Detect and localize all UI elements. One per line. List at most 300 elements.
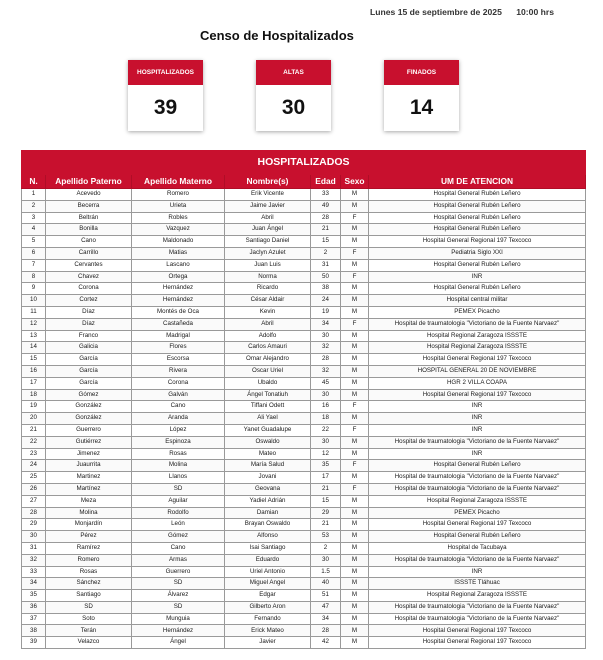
maternal-surname-cell: SD bbox=[132, 601, 225, 613]
age-cell: 30 bbox=[311, 389, 341, 401]
paternal-surname-cell: González bbox=[46, 413, 132, 425]
age-cell: 19 bbox=[311, 306, 341, 318]
row-number-cell: 17 bbox=[22, 377, 46, 389]
row-number-cell: 22 bbox=[22, 436, 46, 448]
table-row bbox=[22, 318, 586, 330]
row-number-cell: 31 bbox=[22, 542, 46, 554]
names-cell: Javier bbox=[225, 637, 311, 649]
maternal-surname-cell: Llanos bbox=[132, 472, 225, 484]
paternal-surname-cell: Sánchez bbox=[46, 578, 132, 590]
maternal-surname-cell: Vazquez bbox=[132, 224, 225, 236]
row-number-cell: 38 bbox=[22, 625, 46, 637]
deceased-label: FINADOS bbox=[384, 60, 459, 85]
age-cell: 28 bbox=[311, 354, 341, 366]
care-unit-cell: Hospital General Rubén Leñero bbox=[369, 259, 586, 271]
names-cell: Fernando bbox=[225, 613, 311, 625]
col-age: Edad bbox=[311, 175, 341, 189]
names-cell: Adolfo bbox=[225, 330, 311, 342]
discharges-count: 30 bbox=[281, 96, 306, 119]
sex-cell: F bbox=[341, 424, 369, 436]
row-number-cell: 18 bbox=[22, 389, 46, 401]
table-row bbox=[22, 507, 586, 519]
row-number-cell: 14 bbox=[22, 342, 46, 354]
sex-cell: M bbox=[341, 519, 369, 531]
col-number: N. bbox=[22, 175, 46, 189]
maternal-surname-cell: Hernández bbox=[132, 295, 225, 307]
sex-cell: F bbox=[341, 401, 369, 413]
table-row bbox=[22, 389, 586, 401]
sex-cell: M bbox=[341, 259, 369, 271]
col-names: Nombre(s) bbox=[225, 175, 311, 189]
table-row bbox=[22, 637, 586, 649]
age-cell: 22 bbox=[311, 424, 341, 436]
col-care-unit: UM DE ATENCION bbox=[369, 175, 586, 189]
names-cell: Eduardo bbox=[225, 554, 311, 566]
table-row bbox=[22, 200, 586, 212]
age-cell: 17 bbox=[311, 472, 341, 484]
names-cell: Ricardo bbox=[225, 283, 311, 295]
paternal-surname-cell: Corona bbox=[46, 283, 132, 295]
sex-cell: F bbox=[341, 483, 369, 495]
paternal-surname-cell: Juaurrita bbox=[46, 460, 132, 472]
age-cell: 30 bbox=[311, 554, 341, 566]
care-unit-cell: PEMEX Picacho bbox=[369, 306, 586, 318]
row-number-cell: 4 bbox=[22, 224, 46, 236]
age-cell: 29 bbox=[311, 507, 341, 519]
paternal-surname-cell: Díaz bbox=[46, 318, 132, 330]
names-cell: Kevin bbox=[225, 306, 311, 318]
paternal-surname-cell: García bbox=[46, 365, 132, 377]
care-unit-cell: HOSPITAL GENERAL 20 DE NOVIEMBRE bbox=[369, 365, 586, 377]
row-number-cell: 1 bbox=[22, 189, 46, 201]
age-cell: 28 bbox=[311, 212, 341, 224]
paternal-surname-cell: Cano bbox=[46, 236, 132, 248]
care-unit-cell: Hospital de Tacubaya bbox=[369, 542, 586, 554]
table-banner bbox=[22, 151, 586, 175]
names-cell: Alfonso bbox=[225, 531, 311, 543]
row-number-cell: 35 bbox=[22, 590, 46, 602]
paternal-surname-cell: Molina bbox=[46, 507, 132, 519]
table-row bbox=[22, 283, 586, 295]
care-unit-cell: INR bbox=[369, 401, 586, 413]
sex-cell: M bbox=[341, 436, 369, 448]
care-unit-cell: ISSSTE Tláhuac bbox=[369, 578, 586, 590]
age-cell: 18 bbox=[311, 413, 341, 425]
sex-cell: M bbox=[341, 531, 369, 543]
census-table bbox=[21, 150, 586, 649]
maternal-surname-cell: Montés de Oca bbox=[132, 306, 225, 318]
care-unit-cell: Hospital General Rubén Leñero bbox=[369, 189, 586, 201]
row-number-cell: 29 bbox=[22, 519, 46, 531]
paternal-surname-cell: Velazco bbox=[46, 637, 132, 649]
sex-cell: M bbox=[341, 306, 369, 318]
row-number-cell: 27 bbox=[22, 495, 46, 507]
row-number-cell: 36 bbox=[22, 601, 46, 613]
care-unit-cell: Pediatria Siglo XXI bbox=[369, 247, 586, 259]
row-number-cell: 15 bbox=[22, 354, 46, 366]
maternal-surname-cell: Hernández bbox=[132, 625, 225, 637]
names-cell: Jaime Javier bbox=[225, 200, 311, 212]
names-cell: María Salud bbox=[225, 460, 311, 472]
age-cell: 49 bbox=[311, 200, 341, 212]
table-row bbox=[22, 424, 586, 436]
sex-cell: M bbox=[341, 554, 369, 566]
maternal-surname-cell: Cano bbox=[132, 542, 225, 554]
care-unit-cell: INR bbox=[369, 566, 586, 578]
maternal-surname-cell: Lascano bbox=[132, 259, 225, 271]
age-cell: 33 bbox=[311, 189, 341, 201]
table-row bbox=[22, 401, 586, 413]
maternal-surname-cell: López bbox=[132, 424, 225, 436]
paternal-surname-cell: Beltrán bbox=[46, 212, 132, 224]
sex-cell: M bbox=[341, 200, 369, 212]
maternal-surname-cell: Molina bbox=[132, 460, 225, 472]
sex-cell: M bbox=[341, 613, 369, 625]
table-row bbox=[22, 495, 586, 507]
names-cell: Santiago Daniel bbox=[225, 236, 311, 248]
sex-cell: M bbox=[341, 507, 369, 519]
care-unit-cell: Hospital central militar bbox=[369, 295, 586, 307]
maternal-surname-cell: Armas bbox=[132, 554, 225, 566]
paternal-surname-cell: Meza bbox=[46, 495, 132, 507]
table-row bbox=[22, 542, 586, 554]
names-cell: Damian bbox=[225, 507, 311, 519]
names-cell: Norma bbox=[225, 271, 311, 283]
table-row bbox=[22, 189, 586, 201]
paternal-surname-cell: Acevedo bbox=[46, 189, 132, 201]
row-number-cell: 26 bbox=[22, 483, 46, 495]
sex-cell: F bbox=[341, 271, 369, 283]
paternal-surname-cell: Rosas bbox=[46, 566, 132, 578]
maternal-surname-cell: Cano bbox=[132, 401, 225, 413]
table-row bbox=[22, 625, 586, 637]
sex-cell: M bbox=[341, 566, 369, 578]
maternal-surname-cell: Rosas bbox=[132, 448, 225, 460]
names-cell: Ali Yael bbox=[225, 413, 311, 425]
care-unit-cell: Hospital General Rubén Leñero bbox=[369, 283, 586, 295]
table-row bbox=[22, 613, 586, 625]
table-row bbox=[22, 354, 586, 366]
paternal-surname-cell: Galicia bbox=[46, 342, 132, 354]
care-unit-cell: Hospital General Rubén Leñero bbox=[369, 531, 586, 543]
care-unit-cell: Hospital de traumatologia "Victoriano de la Fuente Narvaez" bbox=[369, 436, 586, 448]
row-number-cell: 25 bbox=[22, 472, 46, 484]
table-row bbox=[22, 236, 586, 248]
names-cell: Erick Mateo bbox=[225, 625, 311, 637]
age-cell: 35 bbox=[311, 460, 341, 472]
paternal-surname-cell: Gutiérrez bbox=[46, 436, 132, 448]
care-unit-cell: Hospital General Regional 197 Texcoco bbox=[369, 236, 586, 248]
sex-cell: M bbox=[341, 389, 369, 401]
row-number-cell: 34 bbox=[22, 578, 46, 590]
names-cell: Uriel Antonio bbox=[225, 566, 311, 578]
care-unit-cell: Hospital de traumatologia "Victoriano de la Fuente Narvaez" bbox=[369, 613, 586, 625]
names-cell: Jaclyn Azulet bbox=[225, 247, 311, 259]
age-cell: 21 bbox=[311, 519, 341, 531]
care-unit-cell: INR bbox=[369, 271, 586, 283]
names-cell: Tiffani Odett bbox=[225, 401, 311, 413]
sex-cell: M bbox=[341, 295, 369, 307]
row-number-cell: 37 bbox=[22, 613, 46, 625]
paternal-surname-cell: Cortez bbox=[46, 295, 132, 307]
table-row bbox=[22, 259, 586, 271]
row-number-cell: 7 bbox=[22, 259, 46, 271]
sex-cell: F bbox=[341, 247, 369, 259]
maternal-surname-cell: Castañeda bbox=[132, 318, 225, 330]
table-row bbox=[22, 342, 586, 354]
sex-cell: F bbox=[341, 212, 369, 224]
care-unit-cell: Hospital General Rubén Leñero bbox=[369, 200, 586, 212]
paternal-surname-cell: Gómez bbox=[46, 389, 132, 401]
paternal-surname-cell: Carrillo bbox=[46, 247, 132, 259]
care-unit-cell: Hospital Regional Zaragoza ISSSTE bbox=[369, 590, 586, 602]
care-unit-cell: Hospital General Regional 197 Texcoco bbox=[369, 354, 586, 366]
age-cell: 12 bbox=[311, 448, 341, 460]
maternal-surname-cell: Urieta bbox=[132, 200, 225, 212]
age-cell: 21 bbox=[311, 483, 341, 495]
table-row bbox=[22, 460, 586, 472]
sex-cell: M bbox=[341, 236, 369, 248]
age-cell: 28 bbox=[311, 625, 341, 637]
care-unit-cell: HGR 2 VILLA COAPA bbox=[369, 377, 586, 389]
age-cell: 40 bbox=[311, 578, 341, 590]
row-number-cell: 24 bbox=[22, 460, 46, 472]
maternal-surname-cell: Guerrero bbox=[132, 566, 225, 578]
maternal-surname-cell: Romero bbox=[132, 189, 225, 201]
row-number-cell: 6 bbox=[22, 247, 46, 259]
care-unit-cell: INR bbox=[369, 413, 586, 425]
maternal-surname-cell: Galván bbox=[132, 389, 225, 401]
care-unit-cell: Hospital General Regional 197 Texcoco bbox=[369, 519, 586, 531]
paternal-surname-cell: Bonilla bbox=[46, 224, 132, 236]
sex-cell: M bbox=[341, 354, 369, 366]
age-cell: 31 bbox=[311, 259, 341, 271]
paternal-surname-cell: Romero bbox=[46, 554, 132, 566]
row-number-cell: 39 bbox=[22, 637, 46, 649]
hospitalized-count: 39 bbox=[153, 96, 178, 119]
maternal-surname-cell: Robles bbox=[132, 212, 225, 224]
maternal-surname-cell: Espinoza bbox=[132, 436, 225, 448]
sex-cell: M bbox=[341, 189, 369, 201]
paternal-surname-cell: Cervantes bbox=[46, 259, 132, 271]
names-cell: Yanet Guadalupe bbox=[225, 424, 311, 436]
names-cell: Miguel Angel bbox=[225, 578, 311, 590]
names-cell: Geovana bbox=[225, 483, 311, 495]
names-cell: Ubaldo bbox=[225, 377, 311, 389]
sex-cell: M bbox=[341, 283, 369, 295]
table-body bbox=[22, 189, 586, 649]
row-number-cell: 33 bbox=[22, 566, 46, 578]
care-unit-cell: Hospital de traumatologia "Victoriano de la Fuente Narvaez" bbox=[369, 483, 586, 495]
care-unit-cell: Hospital de traumatologia "Victoriano de la Fuente Narvaez" bbox=[369, 318, 586, 330]
report-time: 10:00 hrs bbox=[516, 7, 554, 17]
age-cell: 34 bbox=[311, 613, 341, 625]
age-cell: 32 bbox=[311, 342, 341, 354]
maternal-surname-cell: Aranda bbox=[132, 413, 225, 425]
maternal-surname-cell: Munguia bbox=[132, 613, 225, 625]
discharges-card bbox=[256, 60, 331, 131]
care-unit-cell: Hospital General Rubén Leñero bbox=[369, 224, 586, 236]
paternal-surname-cell: Monjardín bbox=[46, 519, 132, 531]
age-cell: 30 bbox=[311, 436, 341, 448]
paternal-surname-cell: SD bbox=[46, 601, 132, 613]
table-row bbox=[22, 247, 586, 259]
names-cell: Abril bbox=[225, 318, 311, 330]
sex-cell: M bbox=[341, 377, 369, 389]
paternal-surname-cell: Ramírez bbox=[46, 542, 132, 554]
paternal-surname-cell: García bbox=[46, 354, 132, 366]
table-row bbox=[22, 365, 586, 377]
maternal-surname-cell: Rivera bbox=[132, 365, 225, 377]
age-cell: 21 bbox=[311, 224, 341, 236]
care-unit-cell: Hospital General Rubén Leñero bbox=[369, 212, 586, 224]
table-row bbox=[22, 578, 586, 590]
table-header-row bbox=[22, 175, 586, 189]
table-row bbox=[22, 271, 586, 283]
maternal-surname-cell: Maldonado bbox=[132, 236, 225, 248]
age-cell: 2 bbox=[311, 247, 341, 259]
maternal-surname-cell: Ángel bbox=[132, 637, 225, 649]
age-cell: 2 bbox=[311, 542, 341, 554]
discharges-label: ALTAS bbox=[256, 60, 331, 85]
table-row bbox=[22, 566, 586, 578]
age-cell: 30 bbox=[311, 330, 341, 342]
row-number-cell: 11 bbox=[22, 306, 46, 318]
deceased-card bbox=[384, 60, 459, 131]
names-cell: Oswaldo bbox=[225, 436, 311, 448]
age-cell: 34 bbox=[311, 318, 341, 330]
row-number-cell: 28 bbox=[22, 507, 46, 519]
maternal-surname-cell: Escorsa bbox=[132, 354, 225, 366]
table-row bbox=[22, 554, 586, 566]
sex-cell: M bbox=[341, 590, 369, 602]
names-cell: Omar Alejandro bbox=[225, 354, 311, 366]
age-cell: 32 bbox=[311, 365, 341, 377]
maternal-surname-cell: Matias bbox=[132, 247, 225, 259]
hospitalized-card bbox=[128, 60, 203, 131]
row-number-cell: 10 bbox=[22, 295, 46, 307]
report-date: Lunes 15 de septiembre de 2025 bbox=[370, 7, 502, 17]
sex-cell: M bbox=[341, 472, 369, 484]
table-row bbox=[22, 483, 586, 495]
care-unit-cell: INR bbox=[369, 424, 586, 436]
maternal-surname-cell: Flores bbox=[132, 342, 225, 354]
sex-cell: F bbox=[341, 460, 369, 472]
age-cell: 42 bbox=[311, 637, 341, 649]
age-cell: 38 bbox=[311, 283, 341, 295]
names-cell: Edgar bbox=[225, 590, 311, 602]
paternal-surname-cell: García bbox=[46, 377, 132, 389]
sex-cell: M bbox=[341, 365, 369, 377]
page-title: Censo de Hospitalizados bbox=[200, 28, 354, 43]
table-row bbox=[22, 472, 586, 484]
table-row bbox=[22, 590, 586, 602]
names-cell: César Aldair bbox=[225, 295, 311, 307]
care-unit-cell: INR bbox=[369, 448, 586, 460]
names-cell: Carlos Amauri bbox=[225, 342, 311, 354]
maternal-surname-cell: Gómez bbox=[132, 531, 225, 543]
maternal-surname-cell: Hernández bbox=[132, 283, 225, 295]
names-cell: Juan Luis bbox=[225, 259, 311, 271]
maternal-surname-cell: SD bbox=[132, 483, 225, 495]
names-cell: Ángel Tonatiuh bbox=[225, 389, 311, 401]
age-cell: 15 bbox=[311, 495, 341, 507]
paternal-surname-cell: Jimenez bbox=[46, 448, 132, 460]
row-number-cell: 21 bbox=[22, 424, 46, 436]
age-cell: 24 bbox=[311, 295, 341, 307]
age-cell: 16 bbox=[311, 401, 341, 413]
col-sex: Sexo bbox=[341, 175, 369, 189]
paternal-surname-cell: González bbox=[46, 401, 132, 413]
age-cell: 50 bbox=[311, 271, 341, 283]
row-number-cell: 2 bbox=[22, 200, 46, 212]
age-cell: 45 bbox=[311, 377, 341, 389]
care-unit-cell: Hospital de traumatologia "Victoriano de la Fuente Narvaez" bbox=[369, 601, 586, 613]
sex-cell: M bbox=[341, 413, 369, 425]
table-row bbox=[22, 330, 586, 342]
hospitalized-label: HOSPITALIZADOS bbox=[128, 60, 203, 85]
date-line bbox=[370, 7, 554, 17]
deceased-count: 14 bbox=[409, 96, 434, 119]
paternal-surname-cell: Franco bbox=[46, 330, 132, 342]
care-unit-cell: Hospital Regional Zaragoza ISSSTE bbox=[369, 330, 586, 342]
table-row bbox=[22, 436, 586, 448]
names-cell: Juan Ángel bbox=[225, 224, 311, 236]
sex-cell: M bbox=[341, 637, 369, 649]
care-unit-cell: Hospital Regional Zaragoza ISSSTE bbox=[369, 495, 586, 507]
names-cell: Abril bbox=[225, 212, 311, 224]
names-cell: Yadiel Adrián bbox=[225, 495, 311, 507]
table-title: HOSPITALIZADOS bbox=[22, 151, 586, 175]
table-row bbox=[22, 212, 586, 224]
paternal-surname-cell: Chavez bbox=[46, 271, 132, 283]
sex-cell: F bbox=[341, 318, 369, 330]
paternal-surname-cell: Martínez bbox=[46, 483, 132, 495]
maternal-surname-cell: SD bbox=[132, 578, 225, 590]
names-cell: Jovani bbox=[225, 472, 311, 484]
maternal-surname-cell: Aguilar bbox=[132, 495, 225, 507]
row-number-cell: 8 bbox=[22, 271, 46, 283]
paternal-surname-cell: Terán bbox=[46, 625, 132, 637]
care-unit-cell: Hospital Regional Zaragoza ISSSTE bbox=[369, 342, 586, 354]
care-unit-cell: Hospital General Regional 197 Texcoco bbox=[369, 637, 586, 649]
sex-cell: M bbox=[341, 448, 369, 460]
maternal-surname-cell: Álvarez bbox=[132, 590, 225, 602]
paternal-surname-cell: Santiago bbox=[46, 590, 132, 602]
paternal-surname-cell: Soto bbox=[46, 613, 132, 625]
age-cell: 15 bbox=[311, 236, 341, 248]
sex-cell: M bbox=[341, 542, 369, 554]
maternal-surname-cell: Madrigal bbox=[132, 330, 225, 342]
names-cell: Brayan Oswaldo bbox=[225, 519, 311, 531]
row-number-cell: 23 bbox=[22, 448, 46, 460]
age-cell: 53 bbox=[311, 531, 341, 543]
table-row bbox=[22, 306, 586, 318]
sex-cell: M bbox=[341, 601, 369, 613]
col-paternal-surname: Apellido Paterno bbox=[46, 175, 132, 189]
paternal-surname-cell: Becerra bbox=[46, 200, 132, 212]
row-number-cell: 16 bbox=[22, 365, 46, 377]
care-unit-cell: Hospital de traumatologia "Victoriano de la Fuente Narvaez" bbox=[369, 554, 586, 566]
sex-cell: M bbox=[341, 330, 369, 342]
maternal-surname-cell: Ortega bbox=[132, 271, 225, 283]
col-maternal-surname: Apellido Materno bbox=[132, 175, 225, 189]
sex-cell: M bbox=[341, 625, 369, 637]
row-number-cell: 30 bbox=[22, 531, 46, 543]
care-unit-cell: Hospital General Rubén Leñero bbox=[369, 460, 586, 472]
table-row bbox=[22, 448, 586, 460]
maternal-surname-cell: Rodolfo bbox=[132, 507, 225, 519]
